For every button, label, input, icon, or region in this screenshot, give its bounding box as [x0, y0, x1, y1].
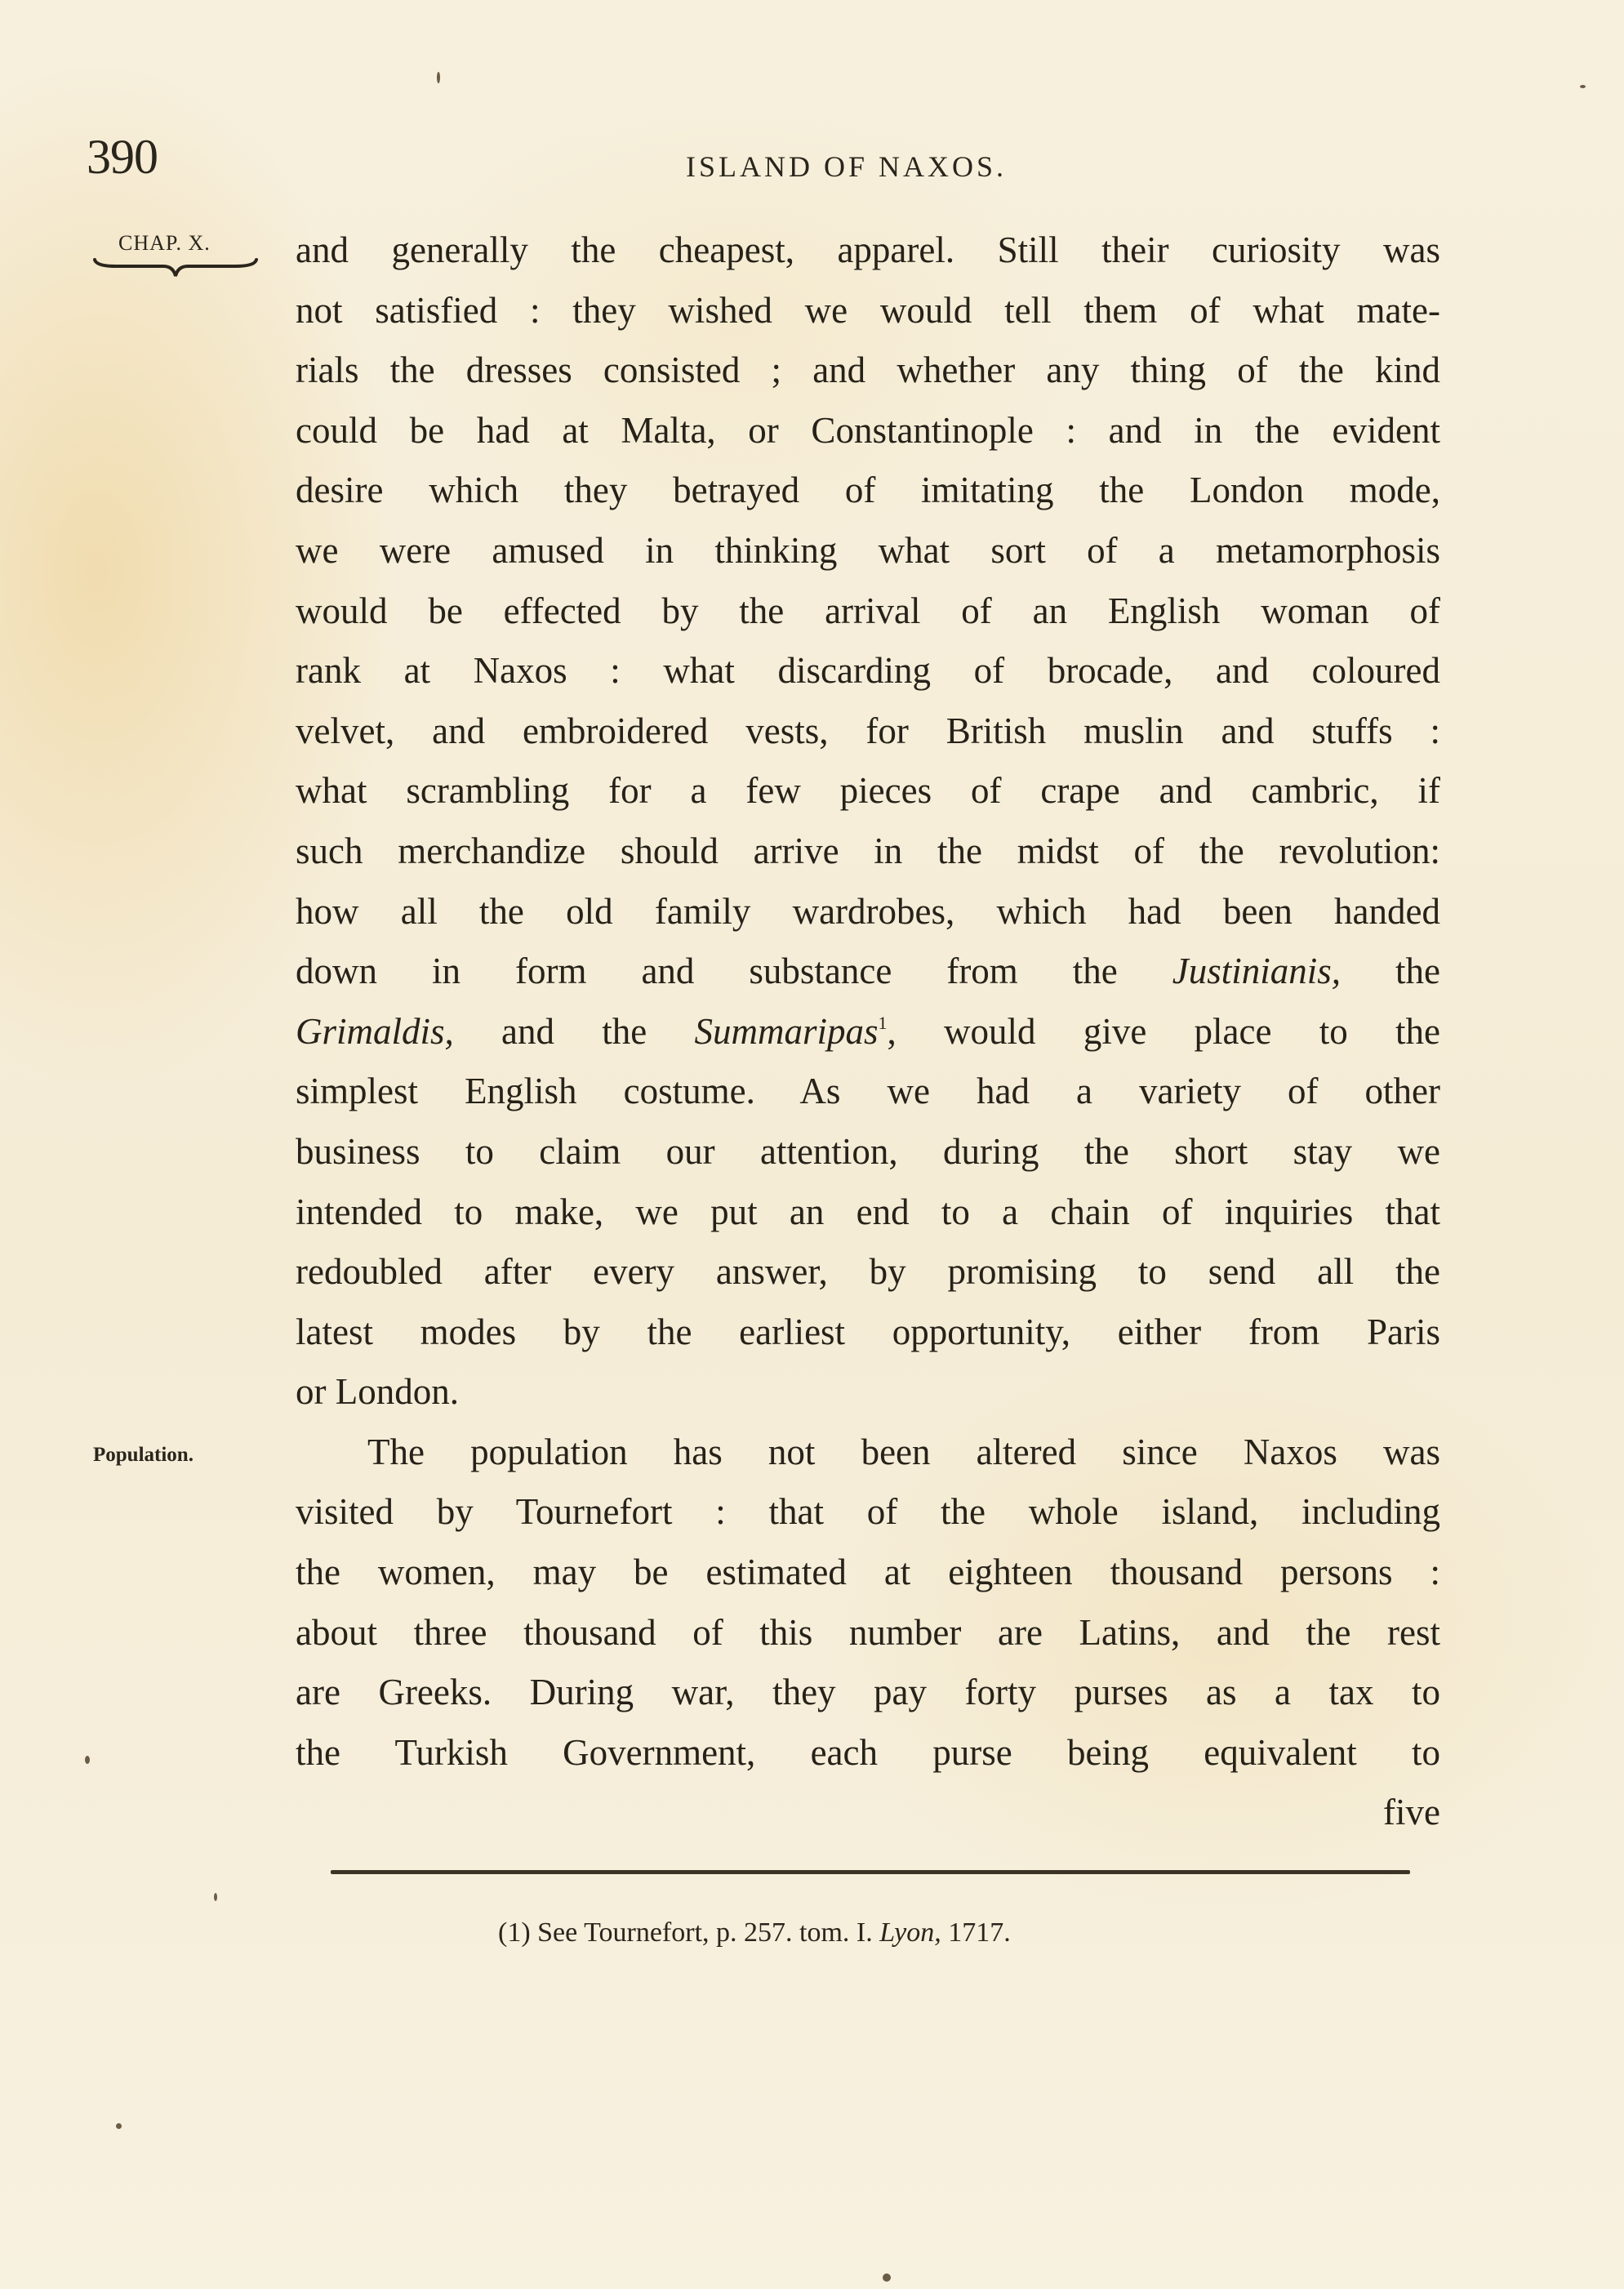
- text-line: what scrambling for a few pieces of crape and cambric, if: [296, 770, 1440, 812]
- text-line: business to claim our attention, during the short stay we: [296, 1130, 1440, 1172]
- text-line: visited by Tournefort : that of the whole island, including: [296, 1491, 1440, 1533]
- text-line: about three thousand of this number are Latins, and the rest: [296, 1611, 1440, 1653]
- footnote-city: Lyon,: [879, 1917, 941, 1948]
- text-line: rials the dresses consisted ; and whether any thing of the kind: [296, 350, 1440, 391]
- text-line: simplest English costume. As we had a variety of other: [296, 1071, 1440, 1112]
- text-line: Grimaldis, and the Summaripas$^1$, would give place to the: [296, 1010, 1440, 1052]
- paper-speck: [437, 72, 440, 83]
- paper-speck: [1580, 85, 1586, 88]
- text-line: desire which they betrayed of imitating the London mode,: [296, 470, 1440, 511]
- chapter-label: CHAP. X.: [118, 231, 211, 255]
- text-line: velvet, and embroidered vests, for British muslin and stuffs :: [296, 710, 1440, 751]
- text-line: would be effected by the arrival of an English woman of: [296, 590, 1440, 631]
- catchword: five: [1383, 1792, 1440, 1833]
- text-line: intended to make, we put an end to a chain of inquiries that: [296, 1191, 1440, 1232]
- text-line: and generally the cheapest, apparel. Still their curiosity was: [296, 229, 1440, 270]
- running-head: ISLAND OF NAXOS.: [686, 150, 1008, 183]
- margin-note-population: Population.: [93, 1444, 194, 1466]
- text-line: the Turkish Government, each purse being equivalent to: [296, 1731, 1440, 1773]
- text-line: how all the old family wardrobes, which had been handed: [296, 890, 1440, 932]
- text-line: are Greeks. During war, they pay forty purses as a tax to: [296, 1672, 1440, 1713]
- text-line: such merchandize should arrive in the midst of the revolution:: [296, 830, 1440, 871]
- footnote: (1) See Tournefort, p. 257. tom. I. Lyon, 1717.: [498, 1917, 1011, 1948]
- paper-speck: [85, 1756, 90, 1764]
- text-line: The population has not been altered since Naxos was: [367, 1431, 1440, 1472]
- text-line: or London.: [296, 1371, 459, 1413]
- footnote-rule: [331, 1870, 1410, 1874]
- italic-name: Grimaldis,: [296, 1010, 454, 1052]
- italic-name: Summaripas: [694, 1010, 879, 1052]
- footnote-marker: 1: [878, 1012, 888, 1033]
- italic-name: Justinianis,: [1172, 951, 1341, 992]
- text-line: latest modes by the earliest opportunity, either from Paris: [296, 1311, 1440, 1352]
- paper-speck: [116, 2123, 122, 2129]
- text-line: could be had at Malta, or Constantinople : and in the evident: [296, 409, 1440, 451]
- text-line: we were amused in thinking what sort of a metamorphosis: [296, 529, 1440, 571]
- text-line: not satisfied : they wished we would tell them of what mate-: [296, 289, 1440, 331]
- body-text: [296, 220, 1440, 1843]
- text-line: down in form and substance from the Justinianis, the: [296, 951, 1440, 992]
- text-line: redoubled after every answer, by promising to send all the: [296, 1251, 1440, 1293]
- paper-speck: [214, 1893, 217, 1901]
- page-number: 390: [87, 130, 158, 184]
- chapter-brace-ornament: [91, 255, 259, 291]
- text-line: rank at Naxos : what discarding of brocade, and coloured: [296, 650, 1440, 692]
- text-line: the women, may be estimated at eighteen thousand persons :: [296, 1552, 1440, 1593]
- paper-speck: [883, 2273, 891, 2282]
